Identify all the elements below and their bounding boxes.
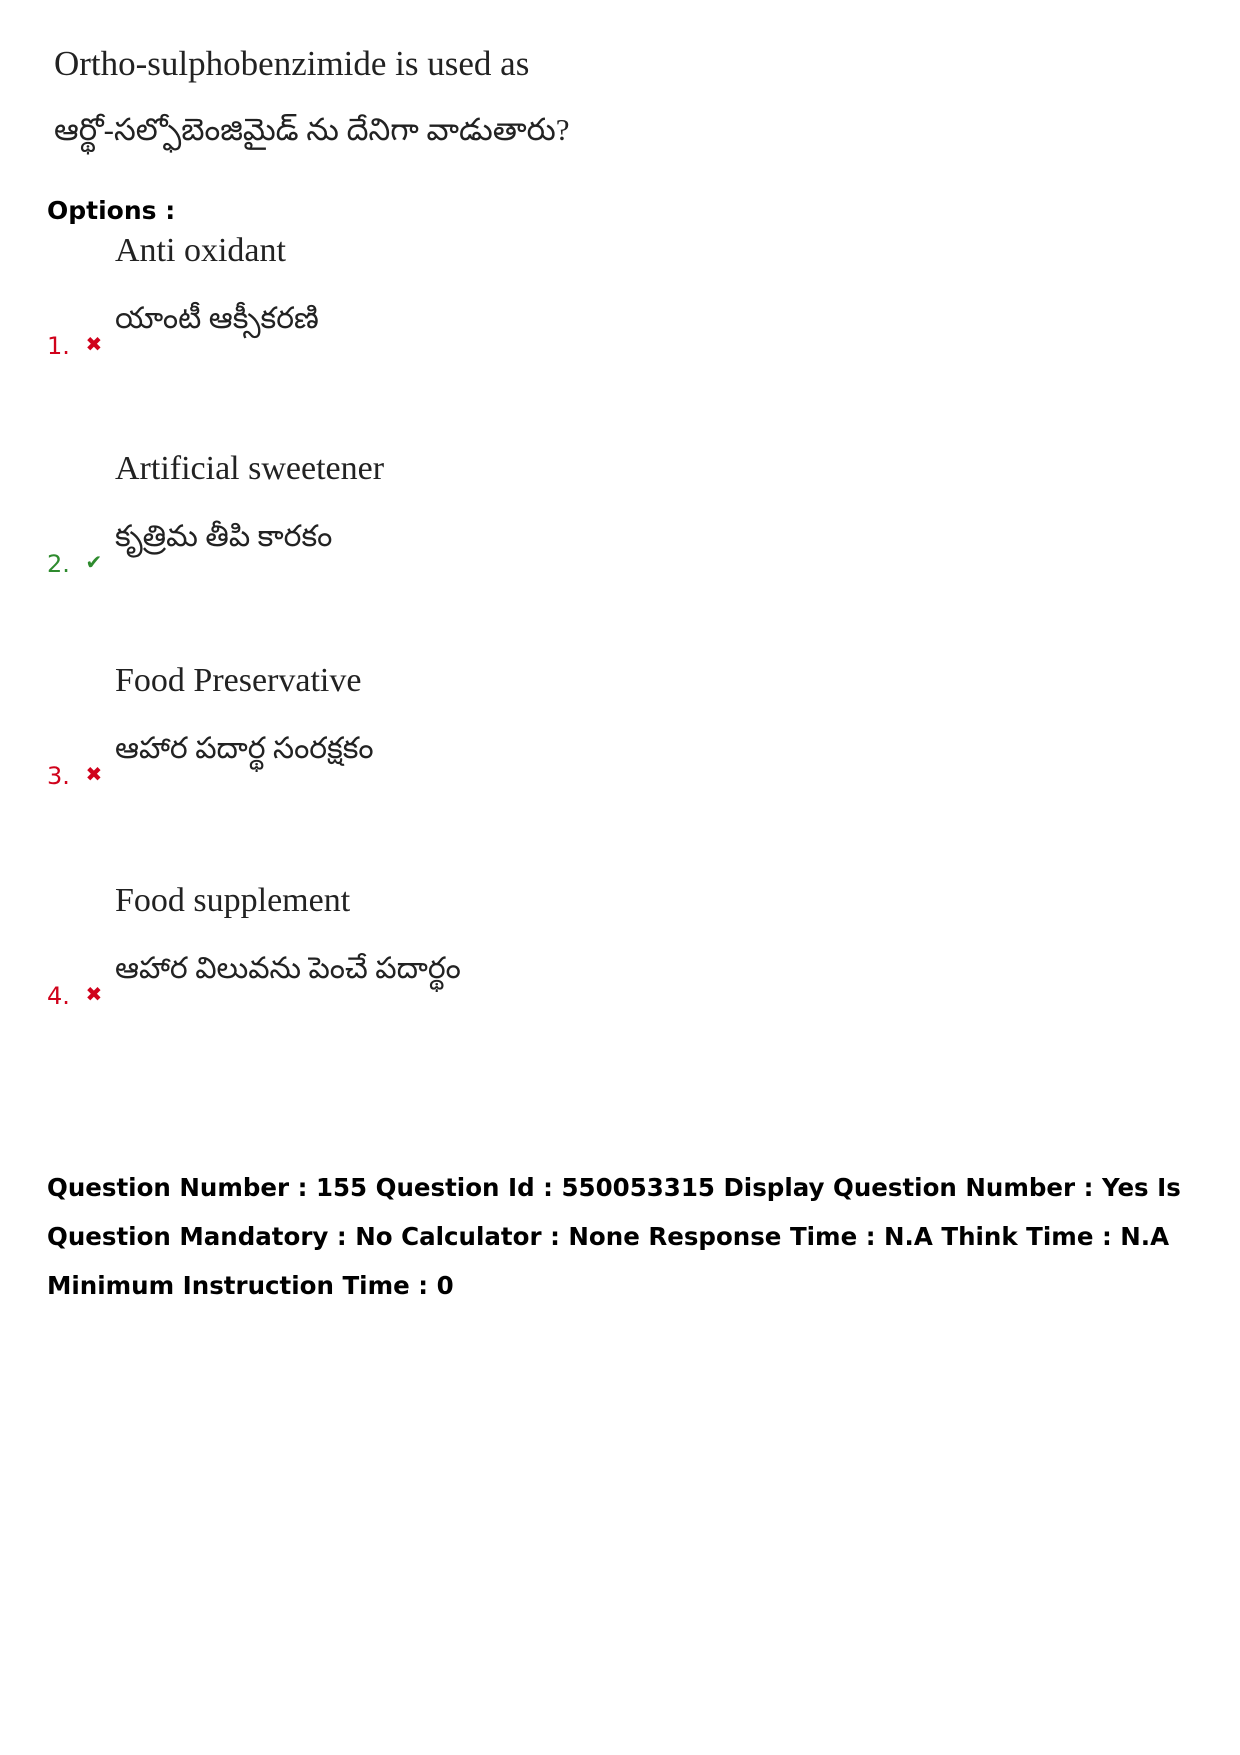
question-metadata: Question Number : 155 Question Id : 550053315 Display Question Number : Yes Is Question Mandatory : No Calculator : None Response Time : N.A Think Time : N.A Minimum Instruction Time : 0 bbox=[47, 1173, 1181, 1300]
option-2-text-english: Artificial sweetener bbox=[115, 450, 385, 487]
question-text-telugu: ఆర్థో-సల్ఫోబెంజిమైడ్ ను దేనిగా వాడుతారు? bbox=[54, 112, 570, 147]
option-2-text-telugu: కృత్రిమ తీపి కారకం bbox=[115, 520, 333, 553]
option-1-text-english: Anti oxidant bbox=[115, 232, 286, 269]
cross-icon: ✖ bbox=[85, 982, 103, 1006]
option-1-text-telugu: యాంటీ ఆక్సీకరణి bbox=[115, 302, 319, 335]
option-4-text-english: Food supplement bbox=[115, 882, 351, 919]
question-text-english: Ortho-sulphobenzimide is used as bbox=[54, 44, 530, 83]
option-3-marker bbox=[47, 762, 102, 790]
cross-icon: ✖ bbox=[85, 332, 103, 356]
cross-icon: ✖ bbox=[85, 762, 103, 786]
option-4-text-telugu: ఆహార విలువను పెంచే పదార్థం bbox=[115, 952, 461, 985]
check-icon: ✔ bbox=[85, 550, 103, 574]
options-heading: Options : bbox=[47, 196, 176, 225]
option-1-number: 1. bbox=[47, 332, 70, 360]
option-4-marker bbox=[47, 982, 102, 1010]
option-1-marker bbox=[47, 332, 102, 360]
option-2-marker bbox=[47, 550, 102, 578]
option-3-number: 3. bbox=[47, 762, 70, 790]
option-3-text-telugu: ఆహార పదార్థ సంరక్షకం bbox=[115, 732, 374, 765]
option-3-text-english: Food Preservative bbox=[115, 662, 362, 699]
option-4-number: 4. bbox=[47, 982, 70, 1010]
option-2-number: 2. bbox=[47, 550, 70, 578]
